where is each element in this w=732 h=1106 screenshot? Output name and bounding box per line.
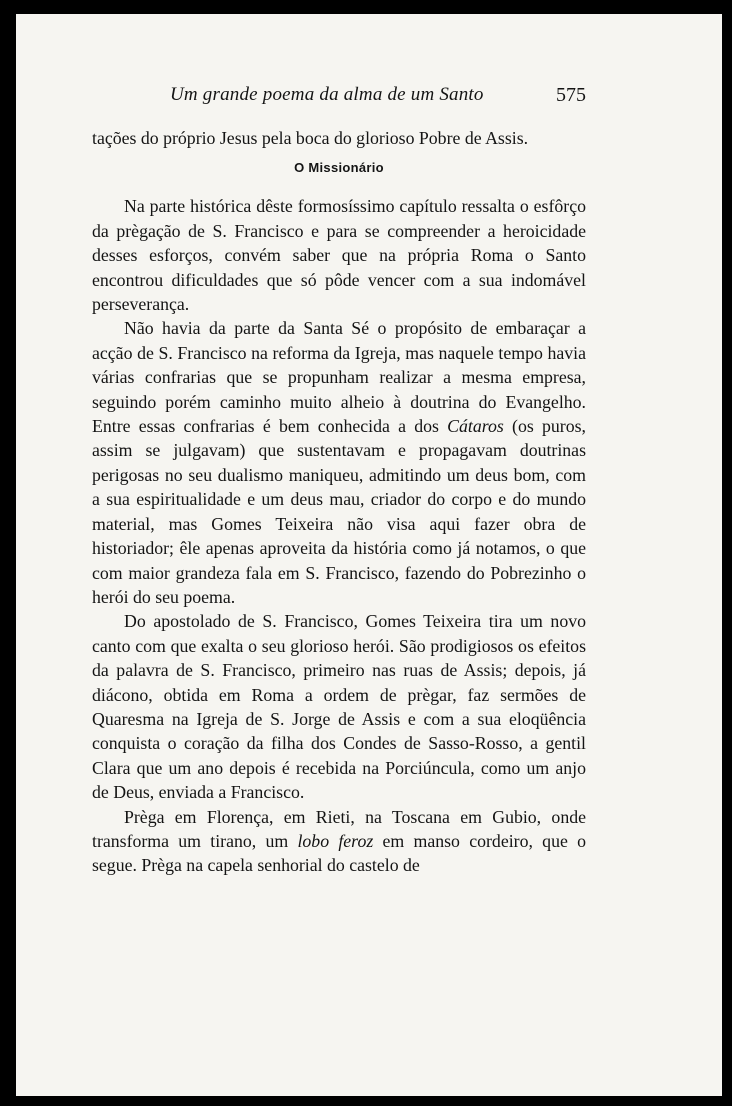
paragraph-2-text-a: Não havia da parte da Santa Sé o propósito de embaraçar a acção de S. Francisco na reforma da Igreja, mas naquele tempo havia várias confrarias que se propunham realizar a mesma empresa, seguindo porém caminho muito alheio à doutrina do Evangelho. Entre essas confrarias é bem conhecida a dos bbox=[92, 318, 586, 437]
running-title: Um grande poema da alma de um Santo bbox=[170, 84, 484, 105]
paragraph-4 bbox=[92, 805, 586, 878]
continuation-paragraph: tações do próprio Jesus pela boca do glorioso Pobre de Assis. bbox=[92, 128, 529, 148]
paragraph-4-text-a: Prèga em Florença, em Rieti, na Toscana em Gubio, onde transforma um tirano, um bbox=[92, 806, 586, 851]
paragraph-4-italic: lobo feroz bbox=[297, 830, 374, 851]
paragraph-3: Do apostolado de S. Francisco, Gomes Teixeira tira um novo canto com que exalta o seu glorioso herói. São prodigiosos os efeitos da palavra de S. Francisco, primeiro nas ruas de Assis; depois, já diácono, obtida em Roma a ordem de prègar, faz sermões de Quaresma na Igreja de S. Jorge de Assis e com a sua eloqüência conquista o coração da filha dos Condes de Sasso-Rosso, a gentil Clara que um ano depois é recebida na Porciúncula, como um anjo de Deus, enviada a Francisco. bbox=[92, 611, 586, 803]
paragraph-2-italic: Cátaros bbox=[447, 416, 504, 437]
page-number: 575 bbox=[556, 84, 586, 106]
page-body bbox=[92, 126, 586, 878]
running-head bbox=[92, 84, 586, 114]
paragraph-4-text-b: em manso cordeiro, que o segue. Prèga na capela senhorial do castelo de bbox=[92, 830, 587, 876]
paragraph-2-text-b: (os puros, assim se julgavam) que sustentavam e propagavam doutrinas perigosas no seu dualismo maniqueu, admitindo um deus bom, com a sua espiritualidade e um deus mau, criador do corpo e do mundo material, mas Gomes Teixeira não visa aqui fazer obra de historiador; êle apenas aproveita da história como já notamos, o que com maior grandeza fala em S. Francisco, fazendo do Pobrezinho o herói do seu poema. bbox=[92, 416, 586, 607]
section-heading: O Missionário bbox=[294, 160, 384, 176]
book-page bbox=[16, 14, 722, 1096]
paragraph-1: Na parte histórica dêste formosíssimo capítulo ressalta o esfôrço da prègação de S. Francisco e para se compreender a heroicidade desses esforços, convém saber que na própria Roma o Santo encontrou dificuldades que só pôde vencer com a sua indomável perseverança. bbox=[92, 196, 586, 315]
paragraph-2 bbox=[92, 316, 586, 609]
